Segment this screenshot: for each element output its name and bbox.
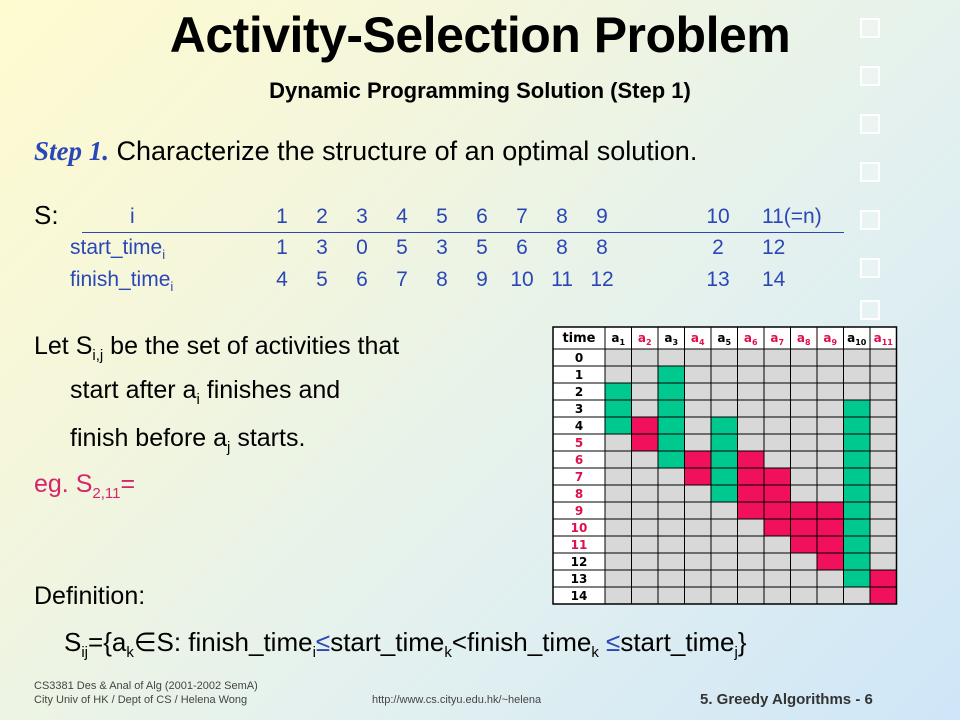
grid-cell	[870, 451, 897, 468]
grid-cell	[764, 383, 791, 400]
grid-cell	[791, 587, 818, 604]
grid-header-time: time	[562, 331, 596, 346]
grid-cell	[685, 400, 712, 417]
grid-cell	[711, 451, 738, 468]
activity-timeline-grid	[552, 326, 898, 610]
grid-time-label: 3	[574, 402, 584, 416]
grid-cell	[817, 434, 844, 451]
finish-time-cell: 4	[276, 268, 288, 291]
grid-cell	[791, 434, 818, 451]
index-cell: 9	[596, 205, 608, 228]
grid-header-activity: $a_2$	[637, 331, 652, 347]
grid-cell	[632, 536, 659, 553]
grid-cell	[605, 400, 632, 417]
grid-cell	[685, 383, 712, 400]
grid-cell	[632, 468, 659, 485]
grid-cell	[844, 434, 871, 451]
grid-time-label: 8	[574, 487, 584, 501]
grid-cell	[632, 519, 659, 536]
grid-time-label: 9	[574, 504, 584, 518]
grid-cell	[685, 502, 712, 519]
grid-cell	[817, 587, 844, 604]
grid-cell	[685, 536, 712, 553]
grid-cell	[764, 349, 791, 366]
grid-cell	[844, 417, 871, 434]
grid-cell	[738, 349, 765, 366]
grid-cell	[764, 536, 791, 553]
grid-cell	[632, 366, 659, 383]
row-label-start: start_time$_i$	[70, 236, 166, 263]
decor-square	[860, 114, 880, 134]
grid-cell	[764, 519, 791, 536]
grid-cell	[791, 485, 818, 502]
grid-cell	[658, 468, 685, 485]
index-cell: 11(=n)	[762, 205, 822, 228]
step-line	[34, 136, 697, 167]
grid-cell	[711, 366, 738, 383]
grid-cell	[817, 383, 844, 400]
grid-cell	[632, 502, 659, 519]
set-label: S:	[34, 200, 59, 230]
grid-header-activity: $a_8$	[796, 331, 811, 347]
grid-cell	[685, 451, 712, 468]
grid-time-label: 2	[574, 385, 584, 399]
index-cell: 4	[396, 205, 408, 228]
grid-cell	[844, 451, 871, 468]
grid-cell	[658, 587, 685, 604]
index-cell: 2	[316, 205, 328, 228]
grid-cell	[632, 451, 659, 468]
grid-cell	[605, 349, 632, 366]
grid-cell	[791, 468, 818, 485]
grid-cell	[632, 587, 659, 604]
grid-header-activity: $a_1$	[611, 331, 626, 347]
grid-time-label: 13	[570, 572, 588, 586]
grid-cell	[791, 349, 818, 366]
index-cell: 6	[476, 205, 488, 228]
grid-cell	[870, 587, 897, 604]
page-title: Activity-Selection Problem	[169, 7, 791, 63]
grid-cell	[685, 519, 712, 536]
start-time-cell: 6	[516, 236, 528, 259]
grid-cell	[632, 383, 659, 400]
grid-cell	[791, 400, 818, 417]
grid-time-label: 1	[574, 368, 584, 382]
grid-cell	[658, 451, 685, 468]
finish-time-cell: 7	[396, 268, 408, 291]
grid-cell	[685, 570, 712, 587]
grid-cell	[870, 519, 897, 536]
footer-url: http://www.cs.cityu.edu.hk/~helena	[372, 694, 542, 706]
grid-cell	[738, 553, 765, 570]
start-time-cell: 12	[762, 236, 786, 259]
grid-cell	[711, 587, 738, 604]
decor-square	[860, 300, 880, 320]
start-time-cell: 3	[316, 236, 328, 259]
finish-time-cell: 5	[316, 268, 328, 291]
grid-cell	[791, 383, 818, 400]
grid-cell	[870, 553, 897, 570]
grid-cell	[844, 570, 871, 587]
grid-cell	[658, 485, 685, 502]
grid-cell	[817, 570, 844, 587]
grid-cell	[791, 451, 818, 468]
grid-cell	[605, 366, 632, 383]
grid-cell	[870, 383, 897, 400]
finish-time-cell: 14	[762, 268, 786, 291]
grid-cell	[870, 349, 897, 366]
index-cell: 3	[356, 205, 368, 228]
grid-cell	[870, 502, 897, 519]
grid-cell	[791, 417, 818, 434]
grid-header-activity: $a_{10}$	[847, 331, 867, 347]
grid-cell	[764, 400, 791, 417]
let-line-2: start after $a_i$ finishes and	[70, 376, 341, 408]
step-text: Characterize the structure of an optimal solution.	[116, 136, 698, 166]
grid-time-label: 7	[574, 470, 584, 484]
grid-cell	[791, 570, 818, 587]
decor-square	[860, 66, 880, 86]
grid-cell	[605, 519, 632, 536]
grid-cell	[685, 553, 712, 570]
index-cell: 1	[276, 205, 288, 228]
grid-header-activity: $a_9$	[823, 331, 838, 347]
grid-cell	[844, 383, 871, 400]
grid-cell	[711, 434, 738, 451]
grid-cell	[632, 485, 659, 502]
start-time-cell: 3	[436, 236, 448, 259]
grid-cell	[632, 349, 659, 366]
grid-cell	[658, 434, 685, 451]
grid-cell	[817, 349, 844, 366]
grid-cell	[658, 570, 685, 587]
grid-cell	[817, 485, 844, 502]
grid-cell	[711, 553, 738, 570]
let-line-3: finish before $a_j$ starts.	[70, 424, 306, 456]
grid-cell	[738, 417, 765, 434]
grid-cell	[632, 417, 659, 434]
index-cell: 8	[556, 205, 568, 228]
grid-cell	[711, 570, 738, 587]
grid-cell	[632, 434, 659, 451]
grid-cell	[605, 434, 632, 451]
grid-cell	[791, 366, 818, 383]
finish-time-cell: 10	[510, 268, 534, 291]
grid-cell	[685, 485, 712, 502]
grid-cell	[605, 570, 632, 587]
grid-cell	[764, 485, 791, 502]
grid-cell	[844, 400, 871, 417]
grid-cell	[817, 502, 844, 519]
grid-cell	[844, 536, 871, 553]
definition-label: Definition:	[34, 582, 146, 610]
grid-cell	[738, 570, 765, 587]
grid-cell	[870, 417, 897, 434]
grid-cell	[791, 553, 818, 570]
grid-cell	[632, 400, 659, 417]
grid-cell	[738, 519, 765, 536]
grid-cell	[658, 400, 685, 417]
finish-time-cell: 8	[436, 268, 448, 291]
grid-cell	[870, 366, 897, 383]
start-time-cell: 5	[396, 236, 408, 259]
grid-cell	[738, 502, 765, 519]
grid-cell	[711, 502, 738, 519]
grid-cell	[764, 451, 791, 468]
footer-org: City Univ of HK / Dept of CS / Helena Wong	[34, 694, 248, 706]
finish-time-cell: 13	[706, 268, 730, 291]
grid-cell	[658, 349, 685, 366]
grid-cell	[791, 502, 818, 519]
grid-time-label: 12	[570, 555, 588, 569]
row-label-finish: finish_time$_i$	[70, 268, 174, 295]
grid-time-label: 14	[570, 589, 588, 603]
grid-cell	[764, 366, 791, 383]
grid-cell	[605, 417, 632, 434]
grid-time-label: 11	[570, 538, 588, 552]
grid-cell	[685, 434, 712, 451]
grid-header-activity: $a_7$	[770, 331, 785, 347]
grid-cell	[870, 400, 897, 417]
grid-cell	[738, 451, 765, 468]
grid-cell	[844, 502, 871, 519]
finish-time-cell: 6	[356, 268, 368, 291]
grid-cell	[711, 519, 738, 536]
grid-cell	[764, 570, 791, 587]
grid-cell	[605, 587, 632, 604]
grid-cell	[685, 349, 712, 366]
grid-cell	[738, 400, 765, 417]
grid-cell	[817, 519, 844, 536]
grid-cell	[738, 485, 765, 502]
grid-time-label: 4	[574, 419, 584, 433]
index-cell: 5	[436, 205, 448, 228]
grid-cell	[711, 400, 738, 417]
start-time-cell: 0	[356, 236, 368, 259]
decor-square	[860, 162, 880, 182]
start-time-cell: 1	[276, 236, 288, 259]
start-time-cell: 2	[712, 236, 724, 259]
grid-time-label: 6	[574, 453, 584, 467]
grid-cell	[844, 468, 871, 485]
grid-time-label: 10	[570, 521, 588, 535]
index-cell: 7	[516, 205, 528, 228]
grid-time-label: 5	[574, 436, 584, 450]
grid-cell	[658, 366, 685, 383]
definition-formula: $S_{ij}=\{a_k\in S$: finish_time$_i$≤start_time$_k$<finish_time$_k$ ≤start_time$_j$}	[64, 627, 747, 662]
decor-square	[860, 210, 880, 230]
grid-cell	[605, 468, 632, 485]
grid-header-activity: $a_6$	[743, 331, 758, 347]
grid-cell	[791, 519, 818, 536]
grid-cell	[658, 383, 685, 400]
finish-time-cell: 11	[551, 268, 573, 291]
grid-cell	[685, 587, 712, 604]
grid-cell	[658, 502, 685, 519]
start-time-cell: 8	[596, 236, 608, 259]
footer-course: CS3381 Des & Anal of Alg (2001-2002 SemA)	[34, 680, 258, 692]
page-number: 5. Greedy Algorithms - 6	[700, 691, 873, 708]
grid-cell	[817, 417, 844, 434]
grid-cell	[738, 468, 765, 485]
grid-cell	[817, 366, 844, 383]
grid-cell	[764, 417, 791, 434]
decor-square	[860, 258, 880, 278]
grid-cell	[738, 536, 765, 553]
grid-cell	[738, 434, 765, 451]
grid-cell	[711, 536, 738, 553]
grid-cell	[605, 553, 632, 570]
grid-cell	[817, 536, 844, 553]
grid-cell	[605, 536, 632, 553]
grid-cell	[685, 366, 712, 383]
grid-cell	[711, 349, 738, 366]
grid-time-label: 0	[574, 351, 584, 365]
grid-cell	[658, 519, 685, 536]
grid-cell	[738, 366, 765, 383]
grid-header-activity: $a_{11}$	[873, 331, 893, 347]
grid-cell	[711, 417, 738, 434]
grid-cell	[844, 485, 871, 502]
grid-header-activity: $a_5$	[717, 331, 732, 347]
decor-square	[860, 18, 880, 38]
finish-time-cell: 9	[476, 268, 488, 291]
grid-cell	[844, 587, 871, 604]
grid-cell	[764, 587, 791, 604]
index-cell: 10	[706, 205, 730, 228]
grid-cell	[658, 417, 685, 434]
grid-cell	[711, 485, 738, 502]
grid-cell	[817, 468, 844, 485]
grid-cell	[605, 383, 632, 400]
grid-svg	[552, 326, 898, 605]
grid-cell	[844, 519, 871, 536]
grid-cell	[764, 468, 791, 485]
grid-cell	[685, 468, 712, 485]
grid-cell	[844, 553, 871, 570]
grid-header-activity: $a_4$	[690, 331, 705, 347]
grid-cell	[685, 417, 712, 434]
grid-cell	[738, 383, 765, 400]
grid-cell	[738, 587, 765, 604]
grid-cell	[870, 570, 897, 587]
grid-cell	[817, 553, 844, 570]
grid-cell	[764, 553, 791, 570]
page-subtitle: Dynamic Programming Solution (Step 1)	[269, 78, 691, 103]
grid-cell	[658, 553, 685, 570]
grid-cell	[870, 468, 897, 485]
index-row-underline	[82, 232, 844, 233]
row-label-i: i	[130, 205, 135, 228]
grid-header-activity: $a_3$	[664, 331, 679, 347]
grid-cell	[817, 451, 844, 468]
start-time-cell: 5	[476, 236, 488, 259]
grid-cell	[870, 434, 897, 451]
grid-cell	[764, 502, 791, 519]
grid-cell	[605, 485, 632, 502]
grid-cell	[605, 451, 632, 468]
grid-cell	[844, 349, 871, 366]
let-line-1: Let $S_{i,j}$ be the set of activities that	[34, 332, 400, 364]
grid-cell	[764, 434, 791, 451]
grid-cell	[632, 570, 659, 587]
example-line: eg. $S_{2,11}=$	[34, 470, 136, 502]
grid-cell	[817, 400, 844, 417]
grid-cell	[870, 485, 897, 502]
grid-cell	[844, 366, 871, 383]
grid-cell	[605, 502, 632, 519]
grid-cell	[711, 383, 738, 400]
finish-time-cell: 12	[590, 268, 614, 291]
grid-cell	[658, 536, 685, 553]
grid-cell	[791, 536, 818, 553]
step-lead: Step 1.	[34, 136, 110, 166]
start-time-cell: 8	[556, 236, 568, 259]
grid-cell	[632, 553, 659, 570]
grid-cell	[870, 536, 897, 553]
grid-cell	[711, 468, 738, 485]
